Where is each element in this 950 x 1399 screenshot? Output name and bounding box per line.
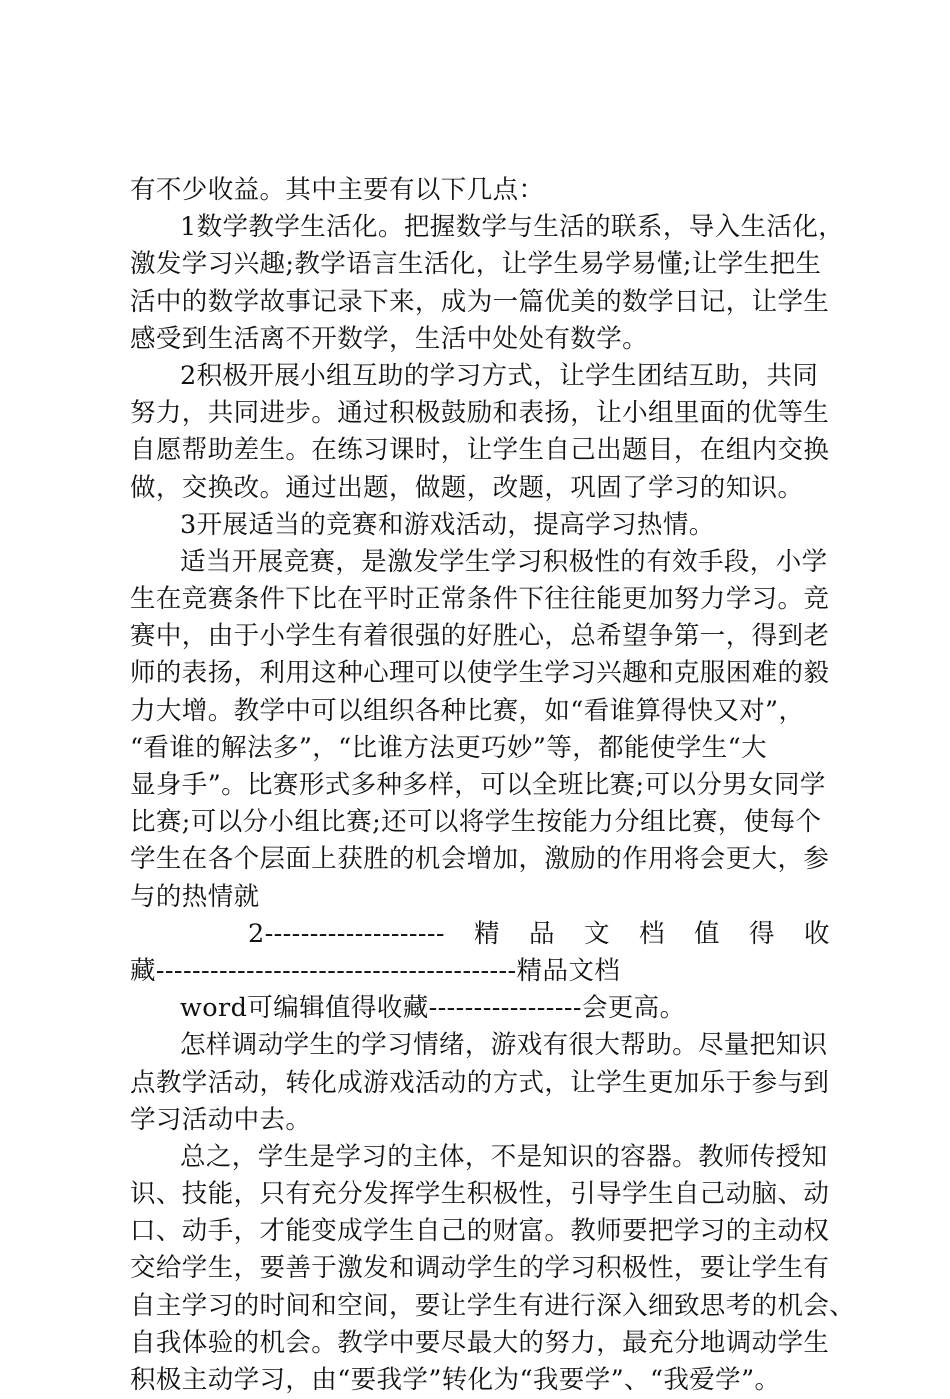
watermark-line: word可编辑值得收藏-----------------会更高。 — [180, 993, 686, 1024]
document-body — [130, 172, 856, 1399]
paragraph-line: 1数学教学生活化。把握数学与生活的联系，导入生活化， — [180, 212, 845, 243]
paragraph-line: 学生在各个层面上获胜的机会增加，激励的作用将会更大，参 — [130, 844, 830, 875]
watermark-page-number: 2-------------------- — [248, 918, 445, 949]
watermark-footer-line — [130, 916, 830, 953]
paragraph-line: 赛中，由于小学生有着很强的好胜心，总希望争第一，得到老 — [130, 621, 830, 652]
paragraph-line: 交给学生，要善于激发和调动学生的学习积极性，要让学生有 — [130, 1253, 830, 1284]
watermark-char: 文 — [584, 918, 610, 949]
paragraph-line: “看谁的解法多”，“比谁方法更巧妙”等，都能使学生“大 — [130, 732, 767, 763]
paragraph-line: 自主学习的时间和空间，要让学生有进行深入细致思考的机会、 — [130, 1290, 856, 1321]
paragraph-line: 比赛;可以分小组比赛;还可以将学生按能力分组比赛，使每个 — [130, 807, 822, 838]
watermark-char: 得 — [749, 918, 775, 949]
paragraph-line: 口、动手，才能变成学生自己的财富。教师要把学习的主动权 — [130, 1216, 830, 1247]
paragraph-line: 自我体验的机会。教学中要尽最大的努力，最充分地调动学生 — [130, 1327, 830, 1358]
paragraph-line: 生在竞赛条件下比在平时正常条件下往往能更加努力学习。竞 — [130, 584, 830, 615]
paragraph-line: 2积极开展小组互助的学习方式，让学生团结互助，共同 — [180, 360, 819, 391]
paragraph-line: 3开展适当的竞赛和游戏活动，提高学习热情。 — [180, 509, 715, 540]
paragraph-line: 怎样调动学生的学习情绪，游戏有很大帮助。尽量把知识 — [180, 1030, 828, 1061]
paragraph-line: 学习活动中去。 — [130, 1104, 312, 1135]
paragraph-line: 感受到生活离不开数学，生活中处处有数学。 — [130, 323, 649, 354]
paragraph-line: 努力，共同进步。通过积极鼓励和表扬，让小组里面的优等生 — [130, 398, 830, 429]
paragraph-line: 适当开展竞赛，是激发学生学习积极性的有效手段，小学 — [180, 546, 828, 577]
watermark-char: 档 — [639, 918, 665, 949]
paragraph-line: 积极主动学习，由“要我学”转化为“我要学”、“我爱学”。 — [130, 1365, 781, 1395]
paragraph-line: 师的表扬，利用这种心理可以使学生学习兴趣和克服困难的毅 — [130, 658, 830, 689]
paragraph-line: 做，交换改。通过出题，做题，改题，巩固了学习的知识。 — [130, 472, 804, 503]
paragraph-line: 自愿帮助差生。在练习课时，让学生自己出题目，在组内交换 — [130, 435, 830, 466]
paragraph-line: 显身手”。比赛形式多种多样，可以全班比赛;可以分男女同学 — [130, 770, 826, 800]
paragraph-line: 有不少收益。其中主要有以下几点： — [130, 175, 545, 205]
paragraph-line: 识、技能，只有充分发挥学生积极性，引导学生自己动脑、动 — [130, 1179, 830, 1210]
paragraph-line: 力大增。教学中可以组织各种比赛，如“看谁算得快又对”， — [130, 695, 805, 726]
watermark-char: 值 — [694, 918, 720, 949]
watermark-char: 品 — [529, 918, 555, 949]
watermark-char: 精 — [474, 918, 500, 949]
paragraph-line: 与的热情就 — [130, 881, 260, 912]
paragraph-line: 激发学习兴趣;教学语言生活化，让学生易学易懂;让学生把生 — [130, 249, 822, 280]
paragraph-line: 总之，学生是学习的主体，不是知识的容器。教师传授知 — [180, 1141, 828, 1172]
watermark-line: 藏----------------------------------------精品文档 — [130, 955, 621, 986]
paragraph-line: 活中的数学故事记录下来，成为一篇优美的数学日记，让学生 — [130, 286, 830, 317]
watermark-char: 收 — [804, 918, 830, 949]
paragraph-line: 点教学活动，转化成游戏活动的方式，让学生更加乐于参与到 — [130, 1067, 830, 1098]
